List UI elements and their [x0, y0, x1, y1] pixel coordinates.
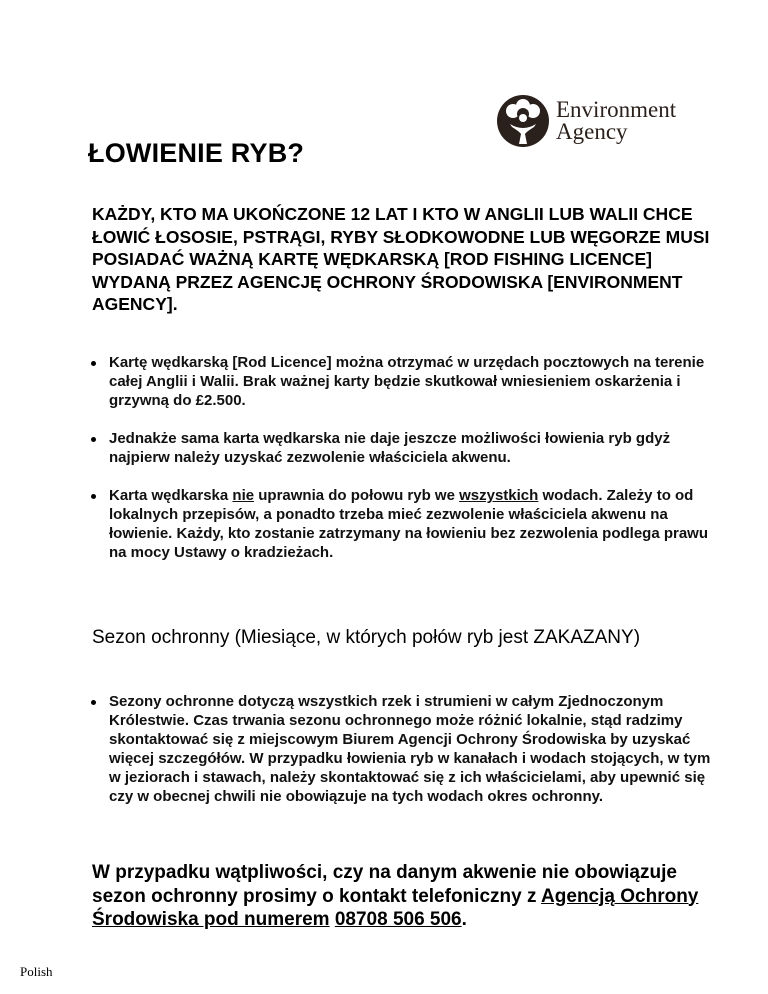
licence-info-list [90, 353, 715, 581]
language-label: Polish [20, 964, 53, 979]
tree-person-icon [496, 94, 550, 148]
text-period: . [461, 909, 467, 930]
underlined-nie: nie [232, 487, 255, 504]
logo-line-agency: Agency [556, 119, 628, 144]
page-title: ŁOWIENIE RYB? [88, 138, 305, 168]
logo-line-environment: Environment [556, 97, 677, 122]
intro-paragraph: KAŻDY, KTO MA UKOŃCZONE 12 LAT I KTO W ANGLII LUB WALII CHCE ŁOWIĆ ŁOSOSIE, PSTRĄGI, RYBY SŁODKOWODNE LUB WĘGORZE MUSI POSIADAĆ WAŻNĄ KARTĘ WĘDKARSKĄ [ROD FISHING LICENCE] WYDANĄ PRZEZ AGENCJĘ OCHRONY ŚRODOWISKA [ENVIRONMENT AGENCY]. [92, 204, 710, 314]
text-segment: uprawnia do połowu ryb we [254, 487, 460, 504]
text-segment: Karta wędkarska [109, 487, 233, 504]
list-item-close-season: Sezony ochronne dotyczą wszystkich rzek i strumieni w całym Zjednoczonym Królestwie. Czas trwania sezonu ochronnego może różnić lokalnie, stąd radzimy skontaktować się z miejscowym Biurem Agencji Ochrony Środowiska by uzyskać więcej szczegółów. W przypadku łowienia ryb w kanałach i wodach stojących, w tym w jeziorach i stawach, należy skontaktować się z ich właścicielami, aby upewnić się czy w obecnej chwili nie obowiązuje na tych wodach okres ochronny. [90, 692, 715, 806]
contact-text: W przypadku wątpliwości, czy na danym akwenie nie obowiązuje sezon ochronny prosimy o kontakt telefoniczny z [92, 862, 677, 907]
underlined-wszystkich: wszystkich [459, 487, 539, 504]
list-item-owner-permission: Jednakże sama karta wędkarska nie daje jeszcze możliwości łowienia ryb gdyż najpierw należy uzyskać zezwolenie właściciela akwenu. [90, 429, 715, 467]
season-info-list [90, 692, 715, 806]
list-item-local-rules [90, 486, 715, 562]
environment-agency-logo [496, 93, 702, 149]
agency-contact-underlined: Agencją Ochrony Środowiska pod numerem [92, 885, 699, 930]
list-item-post-office: Kartę wędkarską [Rod Licence] można otrzymać w urzędach pocztowych na terenie całej Anglii i Walii. Brak ważnej karty będzie skutkował wniesieniem oskarżenia i grzywną do £2.500. [90, 353, 715, 410]
phone-number: 08708 506 506 [334, 909, 462, 930]
contact-paragraph [92, 861, 732, 932]
text-segment: wodach. Zależy to od lokalnych przepisów, a ponadto trzeba mieć zezwolenie właściciela akwenu na łowienie. Każdy, kto zostanie zatrzymany na łowieniu bez zezwolenia podlega prawu na mocy Ustawy o kradzieżach. [109, 487, 709, 561]
season-heading: Sezon ochronny (Miesiące, w których połów ryb jest ZAKAZANY) [92, 627, 641, 648]
